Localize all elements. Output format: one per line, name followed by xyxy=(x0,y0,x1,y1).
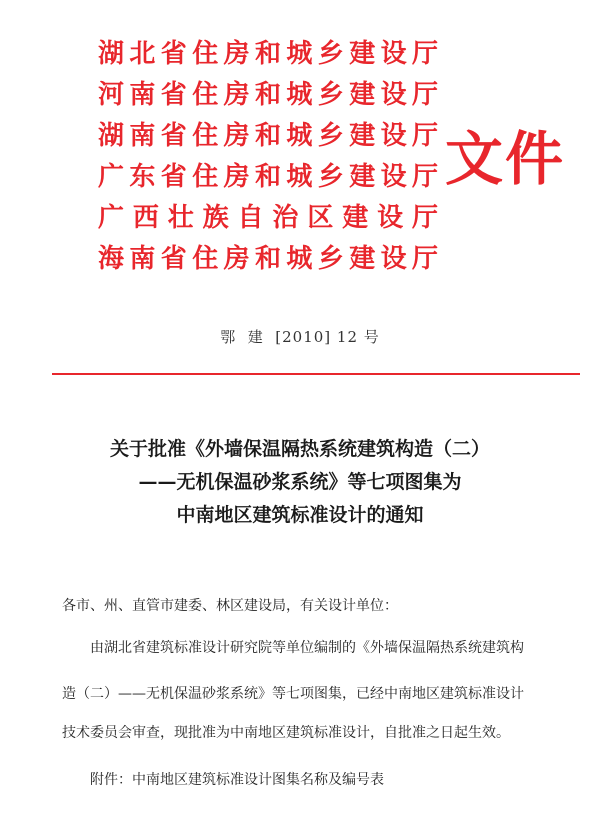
attachment-note: 附件：中南地区建筑标准设计图集名称及编号表 xyxy=(90,772,384,788)
notice-title xyxy=(40,433,560,532)
body-paragraph-line: 造（二）——无机保温砂浆系统》等七项图集，已经中南地区建筑标准设计 xyxy=(62,686,524,702)
issuer-hunan: 湖南省住房和城乡建设厅 xyxy=(98,121,438,151)
title-line: 中南地区建筑标准设计的通知 xyxy=(176,504,424,526)
issuer-hainan: 海南省住房和城乡建设厅 xyxy=(98,244,438,274)
issuer-guangxi: 广西壮族自治区建设厅 xyxy=(98,203,438,233)
issuer-guangdong: 广东省住房和城乡建设厅 xyxy=(98,162,438,192)
title-line: ——无机保温砂浆系统》等七项图集为 xyxy=(138,471,462,493)
body-paragraph-line: 由湖北省建筑标准设计研究院等单位编制的《外墙保温隔热系统建筑构 xyxy=(90,640,524,656)
issuer-henan: 河南省住房和城乡建设厅 xyxy=(98,80,438,110)
body-paragraph-line: 技术委员会审查，现批准为中南地区建筑标准设计，自批准之日起生效。 xyxy=(62,725,510,741)
issuer-hubei: 湖北省住房和城乡建设厅 xyxy=(98,39,438,69)
issuing-authorities xyxy=(98,34,438,280)
red-divider-line xyxy=(52,373,580,375)
title-line: 关于批准《外墙保温隔热系统建筑构造（二） xyxy=(109,438,490,460)
document-mark: 文件 xyxy=(445,125,566,193)
salutation: 各市、州、直管市建委、林区建设局，有关设计单位： xyxy=(62,598,398,614)
document-number: 鄂 建 [2010] 12 号 xyxy=(220,328,380,346)
